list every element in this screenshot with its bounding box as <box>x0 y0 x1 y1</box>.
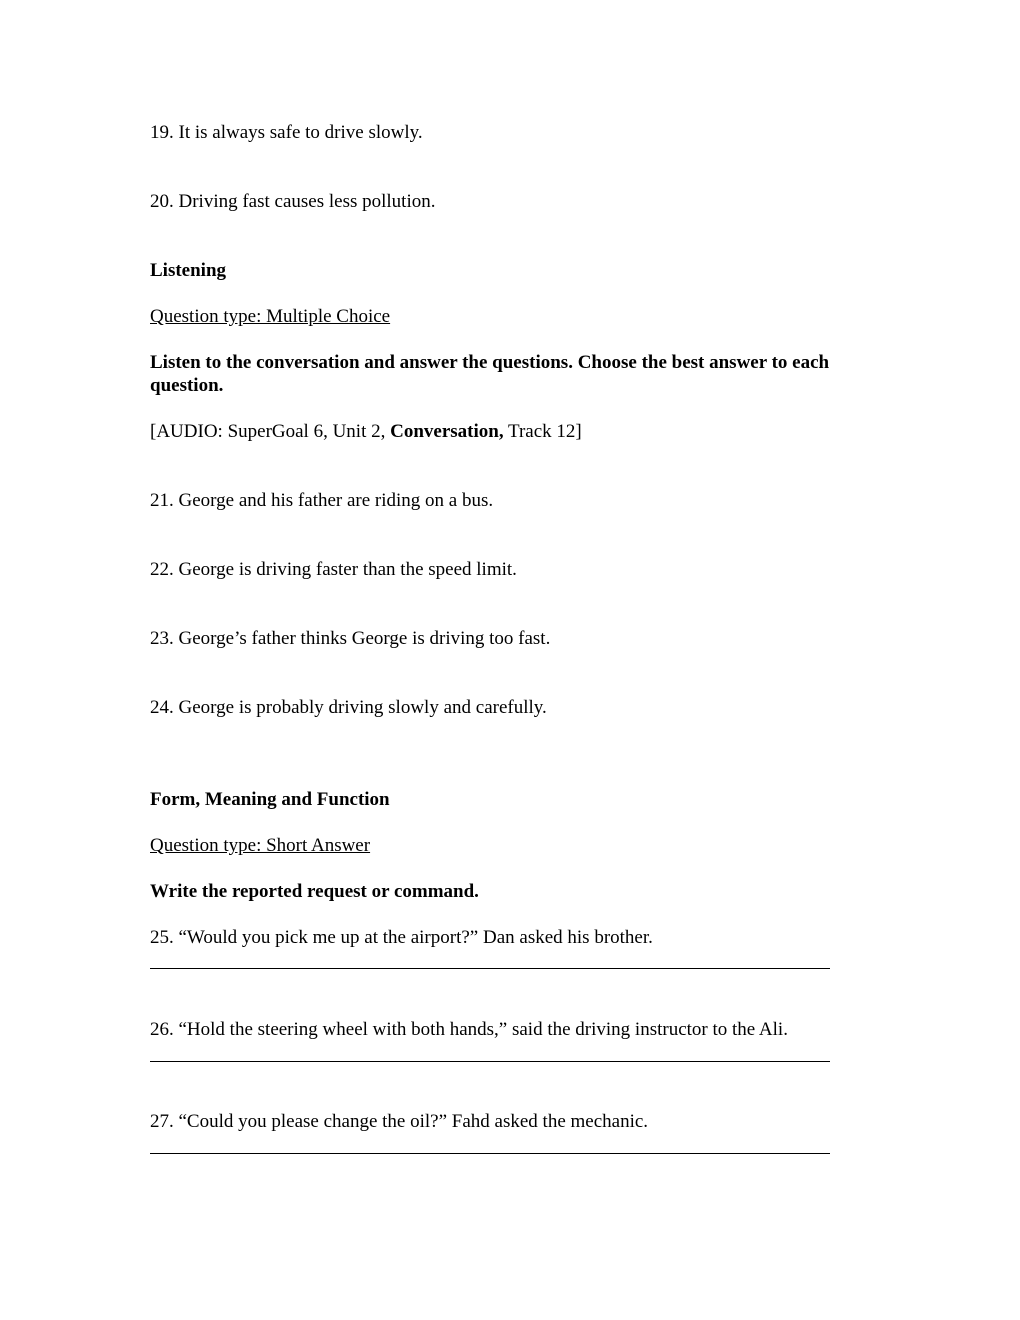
question-19: 19. It is always safe to drive slowly. <box>150 122 423 143</box>
question-25: 25. “Would you pick me up at the airport?” Dan asked his brother. <box>150 927 653 948</box>
question-26: 26. “Hold the steering wheel with both hands,” said the driving instructor to the Ali. <box>150 1019 788 1040</box>
answer-line-25[interactable] <box>150 968 830 969</box>
section-heading-form: Form, Meaning and Function <box>150 789 390 810</box>
section-heading-listening: Listening <box>150 260 227 281</box>
question-27: 27. “Could you please change the oil?” Fahd asked the mechanic. <box>150 1111 649 1132</box>
question-24: 24. George is probably driving slowly and carefully. <box>150 697 547 718</box>
question-type-multiple-choice: Question type: Multiple Choice <box>150 306 391 327</box>
audio-bold: Conversation, <box>390 421 504 442</box>
form-instruction: Write the reported request or command. <box>150 881 479 902</box>
question-type-short-answer: Question type: Short Answer <box>150 835 371 856</box>
question-23: 23. George’s father thinks George is driving too fast. <box>150 628 551 649</box>
audio-prefix: [AUDIO: SuperGoal 6, Unit 2, <box>150 421 391 442</box>
question-21: 21. George and his father are riding on a bus. <box>150 490 494 511</box>
listening-instruction: Listen to the conversation and answer the questions. Choose the best answer to each question. <box>150 352 830 396</box>
question-20: 20. Driving fast causes less pollution. <box>150 191 436 212</box>
audio-suffix: Track 12] <box>503 421 582 442</box>
answer-line-27[interactable] <box>150 1153 830 1154</box>
audio-reference <box>150 420 582 443</box>
answer-line-26[interactable] <box>150 1061 830 1062</box>
question-22: 22. George is driving faster than the speed limit. <box>150 559 517 580</box>
